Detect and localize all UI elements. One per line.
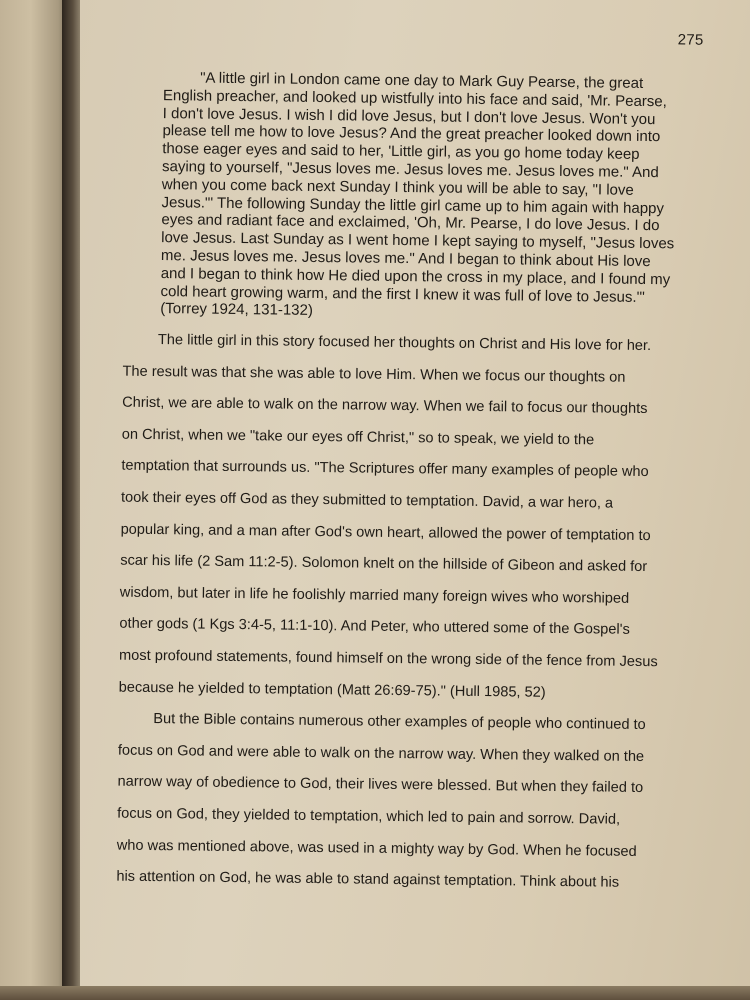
body-line: Christ, we are able to walk on the narrow way. When we fail to focus our thoughts (122, 394, 648, 418)
body-line: most profound statements, found himself on the wrong side of the fence from Jesus (118, 647, 658, 671)
body-line: scar his life (2 Sam 11:2-5). Solomon knelt on the hillside of Gibeon and asked for (120, 552, 648, 576)
body-line: focus on God and were able to walk on the narrow way. When they walked on the (117, 742, 645, 765)
quote-line: saying to yourself, "Jesus loves me. Jesus loves me. Jesus loves me." And (161, 158, 659, 182)
page-bottom-edge (0, 986, 750, 1000)
quote-line: please tell me how to love Jesus? And the great preacher looked down into (162, 122, 661, 146)
body-line: his attention on God, he was able to stand against temptation. Think about his (116, 868, 620, 891)
quote-line: Jesus."' The following Sunday the little girl came up to him again with happy (161, 193, 665, 217)
body-line: wisdom, but later in life he foolishly married many foreign wives who worshiped (119, 584, 630, 607)
body-line: popular king, and a man after God's own heart, allowed the power of temptation to (120, 521, 651, 544)
body-line: because he yielded to temptation (Matt 26:69-75)." (Hull 1985, 52) (118, 679, 546, 701)
quote-citation: (Torrey 1924, 131-132) (160, 300, 314, 320)
body-line: But the Bible contains numerous other examples of people who continued to (153, 711, 646, 734)
quote-line: English preacher, and looked up wistfully into his face and said, 'Mr. Pearse, (162, 86, 667, 111)
quote-line: me. Jesus loves me. Jesus loves me." And I began to think about His love (160, 247, 651, 271)
quote-line: when you come back next Sunday I think you will be able to say, "I love (161, 175, 634, 199)
body-line: The little girl in this story focused her thoughts on Christ and His love for her. (157, 332, 652, 355)
quote-line: I don't love Jesus. I wish I did love Jesus, but I don't love Jesus. Won't you (162, 104, 656, 128)
quote-line: "A little girl in London came one day to Mark Guy Pearse, the great (200, 69, 644, 92)
body-line: temptation that surrounds us. "The Scriptures offer many examples of people who (121, 457, 649, 481)
page-number: 275 (677, 31, 704, 49)
block-quote (160, 69, 723, 325)
quote-line: and I began to think how He died upon the cross in my place, and I found my (160, 264, 671, 289)
quote-line: those eager eyes and said to her, 'Little girl, as you go home today keep (162, 140, 640, 164)
quote-line: eyes and radiant face and exclaimed, 'Oh, Mr. Pearse, I do love Jesus. I do (161, 211, 660, 235)
quote-line: love Jesus. Last Sunday as I went home I kept saying to myself, "Jesus loves (161, 229, 675, 253)
body-line: took their eyes off God as they submitted to temptation. David, a war hero, a (120, 489, 614, 512)
body-line: on Christ, when we "take our eyes off Christ," so to speak, we yield to the (121, 426, 595, 449)
body-line: other gods (1 Kgs 3:4-5, 11:1-10). And Peter, who uttered some of the Gospel's (119, 615, 630, 639)
body-line: who was mentioned above, was used in a mighty way by God. When he focused (116, 837, 637, 860)
body-line: The result was that she was able to love Him. When we focus our thoughts on (122, 363, 626, 386)
body-line: narrow way of obedience to God, their lives were blessed. But when they failed to (117, 773, 644, 797)
body-text (116, 325, 723, 901)
quote-line: cold heart growing warm, and the first I knew it was full of love to Jesus.'" (160, 282, 645, 306)
body-line: focus on God, they yielded to temptation, which led to pain and sorrow. David, (117, 805, 621, 828)
